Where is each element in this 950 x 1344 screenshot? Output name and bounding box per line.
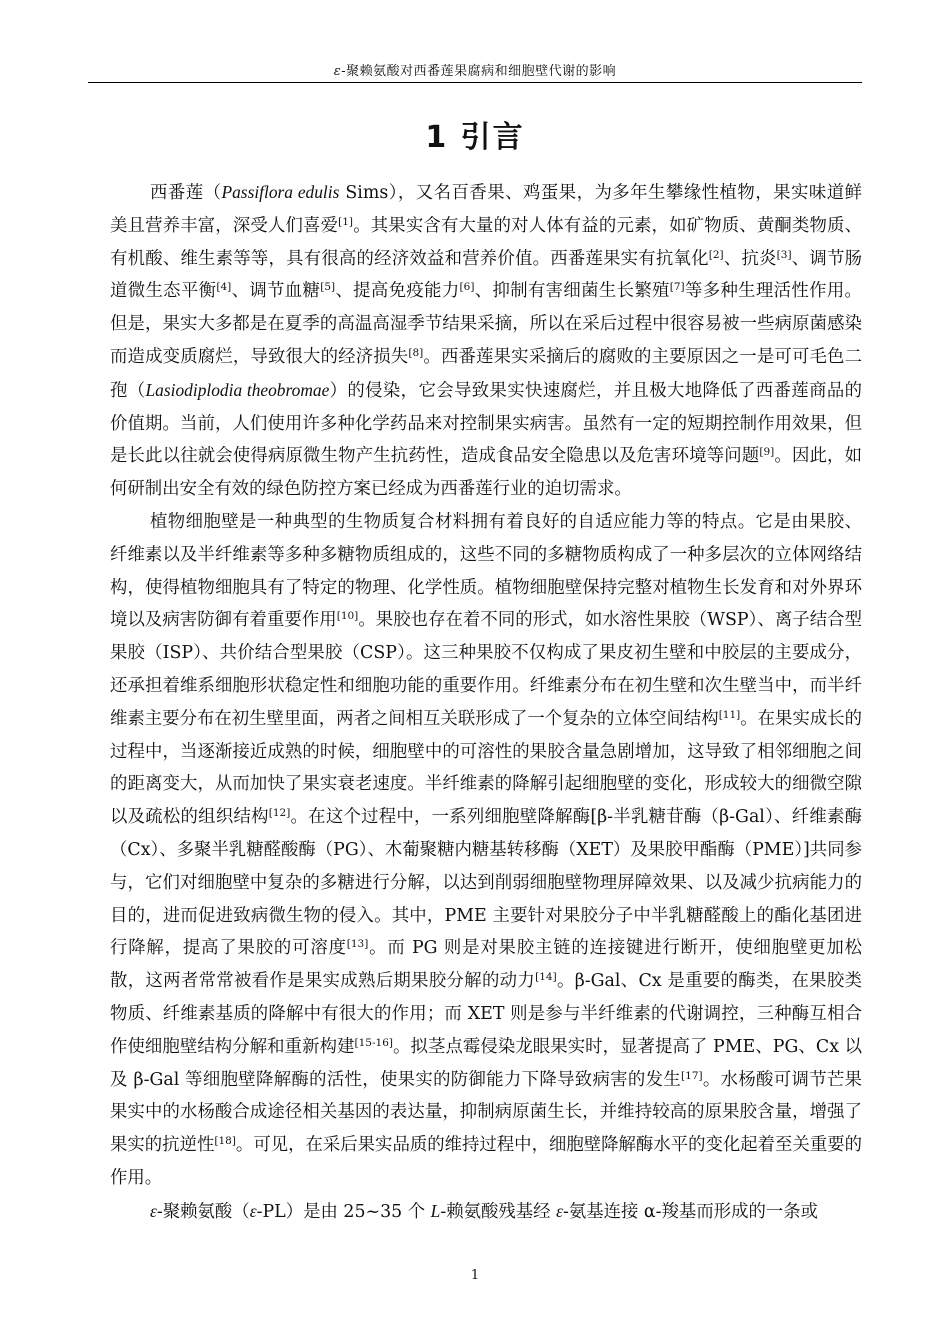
- citation: [7]: [669, 281, 685, 294]
- header-text: -聚赖氨酸对西番莲果腐病和细胞壁代谢的影响: [341, 64, 617, 79]
- citation: [14]: [535, 971, 557, 984]
- paragraph-passion-fruit: 西番莲（Passiflora edulis Sims），又名百香果、鸡蛋果，为多年生攀缘性植物，果实味道鲜美且营养丰富，深受人们喜爱[1]。其果实含有大量的对人体有益的元素，如矿物质、黄酮类物质、有机酸、维生素等等，具有很高的经济效益和营养价值。西番莲果实有抗氧化[2]、抗炎[3]、调节肠道微生态平衡[4]、调节血糖[5]、提高免疫能力[6]、抑制有害细菌生长繁殖[7]等多种生理活性作用。但是，果实大多都是在夏季的高温高湿季节结果采摘，所以在采后过程中很容易被一些病原菌感染而造成变质腐烂，导致很大的经济损失[8]。西番莲果实采摘后的腐败的主要原因之一是可可毛色二孢（Lasiodiplodia theobromae）的侵染，它会导致果实快速腐烂，并且极大地降低了西番莲商品的价值期。当前，人们使用许多种化学药品来对控制果实病害。虽然有一定的短期控制作用效果，但是长此以往就会使得病原微生物产生抗药性，造成食品安全隐患以及危害环境等问题[9]。因此，如何研制出安全有效的绿色防控方案已经成为西番莲行业的迫切需求。: [110, 182, 862, 500]
- header-rule: [88, 82, 862, 83]
- paragraph-cell-wall: 植物细胞壁是一种典型的生物质复合材料拥有着良好的自适应能力等的特点。它是由果胶、纤维素以及半纤维素等多种多糖物质组成的，这些不同的多糖物质构成了一种多层次的立体网络结构，使得植物细胞具有了特定的物理、化学性质。植物细胞壁保持完整对植物生长发育和对外界环境以及病害防御有着重要作用[10]。果胶也存在着不同的形式，如水溶性果胶（WSP）、离子结合型果胶（ISP）、共价结合型果胶（CSP）。这三种果胶不仅构成了果皮初生壁和中胶层的主要成分，还承担着维系细胞形状稳定性和细胞功能的重要作用。纤维素分布在初生壁和次生壁当中，而半纤维素主要分布在初生壁里面，两者之间相互关联形成了一个复杂的立体空间结构[11]。在果实成长的过程中，当逐渐接近成熟的时候，细胞壁中的可溶性的果胶含量急剧增加，这导致了相邻细胞之间的距离变大，从而加快了果实衰老速度。半纤维素的降解引起细胞壁的变化，形成较大的细微空隙以及疏松的组织结构[12]。在这个过程中，一系列细胞壁降解酶[β-半乳糖苷酶（β-Gal）、纤维素酶（Cx）、多聚半乳糖醛酸酶（PG）、木葡聚糖内糖基转移酶（XET）及果胶甲酯酶（PME）]共同参与，它们对细胞壁中复杂的多糖进行分解，以达到削弱细胞壁物理屏障效果、以及减少抗病能力的目的，进而促进致病微生物的侵入。其中，PME 主要针对果胶分子中半乳糖醛酸上的酯化基团进行降解，提高了果胶的可溶度[13]。而 PG 则是对果胶主链的连接键进行断开，使细胞壁更加松散，这两者常常被看作是果实成熟后期果胶分解的动力[14]。β-Gal、Cx 是重要的酶类，在果胶类物质、纤维素基质的降解中有很大的作用；而 XET 则是参与半纤维素的代谢调控，三种酶互相合作使细胞壁结构分解和重新构建[15-16]。拟茎点霉侵染龙眼果实时，显著提高了 PME、PG、Cx 以及 β-Gal 等细胞壁降解酶的活性，使果实的防御能力下降导致病害的发生[17]。水杨酸可调节芒果果实中的水杨酸合成途径相关基因的表达量，抑制病原菌生长，并维持较高的原果胶含量，增强了果实的抗逆性[18]。可见，在采后果实品质的维持过程中，细胞壁降解酶水平的变化起着至关重要的作用。: [110, 511, 862, 1188]
- citation: [6]: [459, 281, 475, 294]
- citation: [8]: [408, 346, 424, 359]
- paragraph-polylysine: ε-聚赖氨酸（ε-PL）是由 25~35 个 L-赖氨酸残基经 ε-氨基连接 α-羧基而形成的一条或: [150, 1200, 819, 1222]
- citation: [15-16]: [354, 1036, 393, 1049]
- citation: [11]: [718, 708, 741, 721]
- running-header: [88, 60, 862, 79]
- citation: [17]: [681, 1069, 703, 1082]
- section-title: 1 引言: [425, 120, 525, 155]
- body-text: [110, 176, 862, 1229]
- citation: [13]: [346, 938, 369, 951]
- citation: [9]: [759, 446, 775, 459]
- citation: [1]: [338, 215, 354, 228]
- page-number: 1: [470, 1268, 480, 1283]
- citation: [5]: [320, 281, 336, 294]
- citation: [12]: [268, 807, 291, 820]
- citation: [4]: [216, 281, 232, 294]
- citation: [2]: [708, 248, 724, 261]
- header-epsilon: ε: [333, 64, 342, 79]
- citation: [18]: [214, 1135, 236, 1148]
- citation: [3]: [776, 248, 792, 261]
- citation: [10]: [336, 610, 359, 623]
